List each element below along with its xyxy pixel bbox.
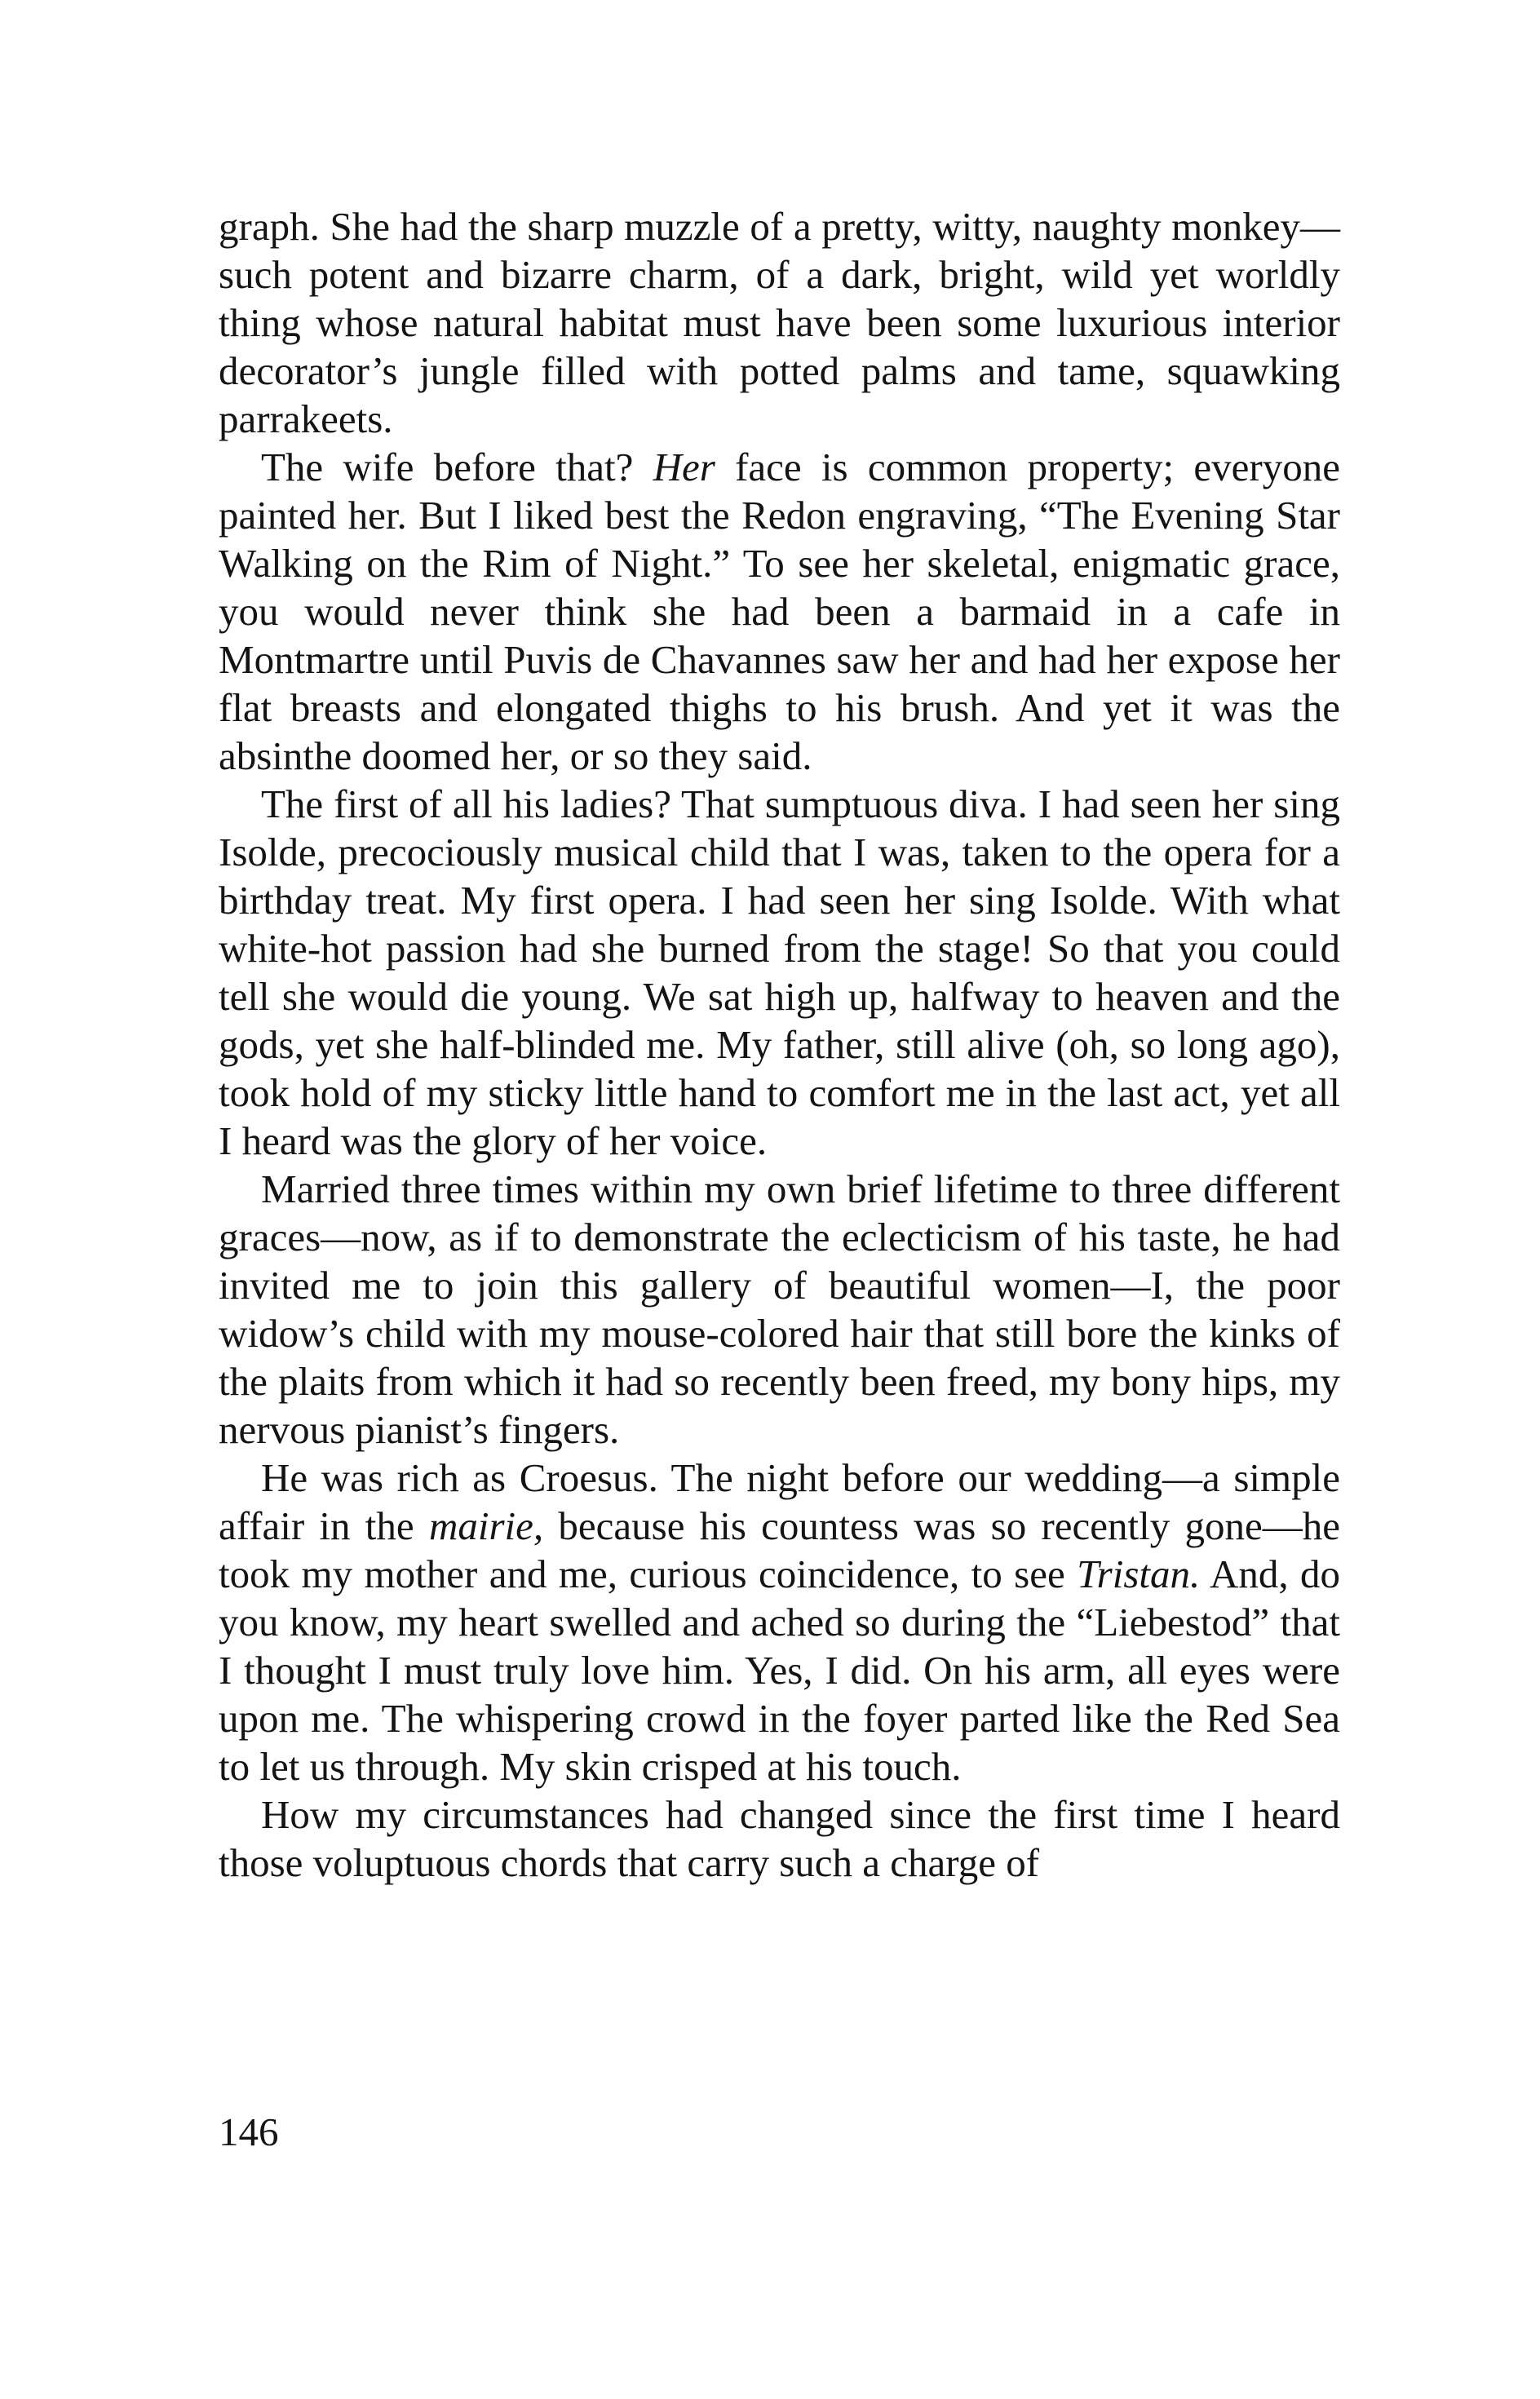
- italic-text-segment: Her: [653, 445, 715, 489]
- paragraph-2: [219, 443, 1340, 780]
- text-segment: The first of all his ladies? That sumptuous diva. I had seen her sing Isolde, precociously musical child that I was, taken to the opera for a birthday treat. My first opera. I had seen her sing Isolde. With what white-hot passion had she burned from the stage! So that you could tell she would die young. We sat high up, halfway to heaven and the gods, yet she half-blinded me. My father, still alive (oh, so long ago), took hold of my sticky little hand to comfort me in the last act, yet all I heard was the glory of her voice.: [219, 781, 1340, 1163]
- text-segment: Married three times within my own brief lifetime to three different graces—now, as if to demonstrate the eclecticism of his taste, he had invited me to join this gallery of beautiful women—I, the poor widow’s child with my mouse-colored hair that still bore the kinks of the plaits from which it had so recently been freed, my bony hips, my nervous pianist’s fingers.: [219, 1166, 1340, 1452]
- text-segment: because his countess was so recently gone—he took my mother and me, curious coincidence, to see: [219, 1503, 1340, 1596]
- text-segment: graph. She had the sharp muzzle of a pretty, witty, naughty monkey—such potent and bizarre charm, of a dark, bright, wild yet worldly thing whose natural habitat must have been some luxurious interior decorator’s jungle filled with potted palms and tame, squawking parrakeets.: [219, 204, 1340, 441]
- text-segment: How my circumstances had changed since the first time I heard those voluptuous chords that carry such a charge of: [219, 1792, 1340, 1885]
- text-segment: face is common property; everyone painted her. But I liked best the Redon engraving, “The Evening Star Walking on the Rim of Night.” To see her skeletal, enigmatic grace, you would never think she had been a barmaid in a cafe in Montmartre until Puvis de Chavannes saw her and had her expose her flat breasts and elongated thighs to his brush. And yet it was the absinthe doomed her, or so they said.: [219, 445, 1340, 778]
- text-segment: He was rich as Croesus. The night before our wedding—a simple affair in the: [219, 1455, 1340, 1548]
- paragraph-1: [219, 202, 1340, 443]
- italic-text-segment: Tristan.: [1077, 1551, 1201, 1596]
- paragraph-5: [219, 1454, 1340, 1790]
- page-number: 146: [219, 2109, 279, 2154]
- text-segment: And, do you know, my heart swelled and ached so during the “Liebestod” that I thought I must truly love him. Yes, I did. On his arm, all eyes were upon me. The whispering crowd in the foyer parted like the Red Sea to let us through. My skin crisped at his touch.: [219, 1551, 1341, 1789]
- paragraph-6: [219, 1790, 1340, 1887]
- text-segment: The wife before that?: [261, 445, 653, 489]
- italic-text-segment: mairie,: [428, 1503, 544, 1548]
- body-text: [219, 202, 1340, 1887]
- paragraph-3: [219, 780, 1340, 1165]
- paragraph-4: [219, 1165, 1340, 1454]
